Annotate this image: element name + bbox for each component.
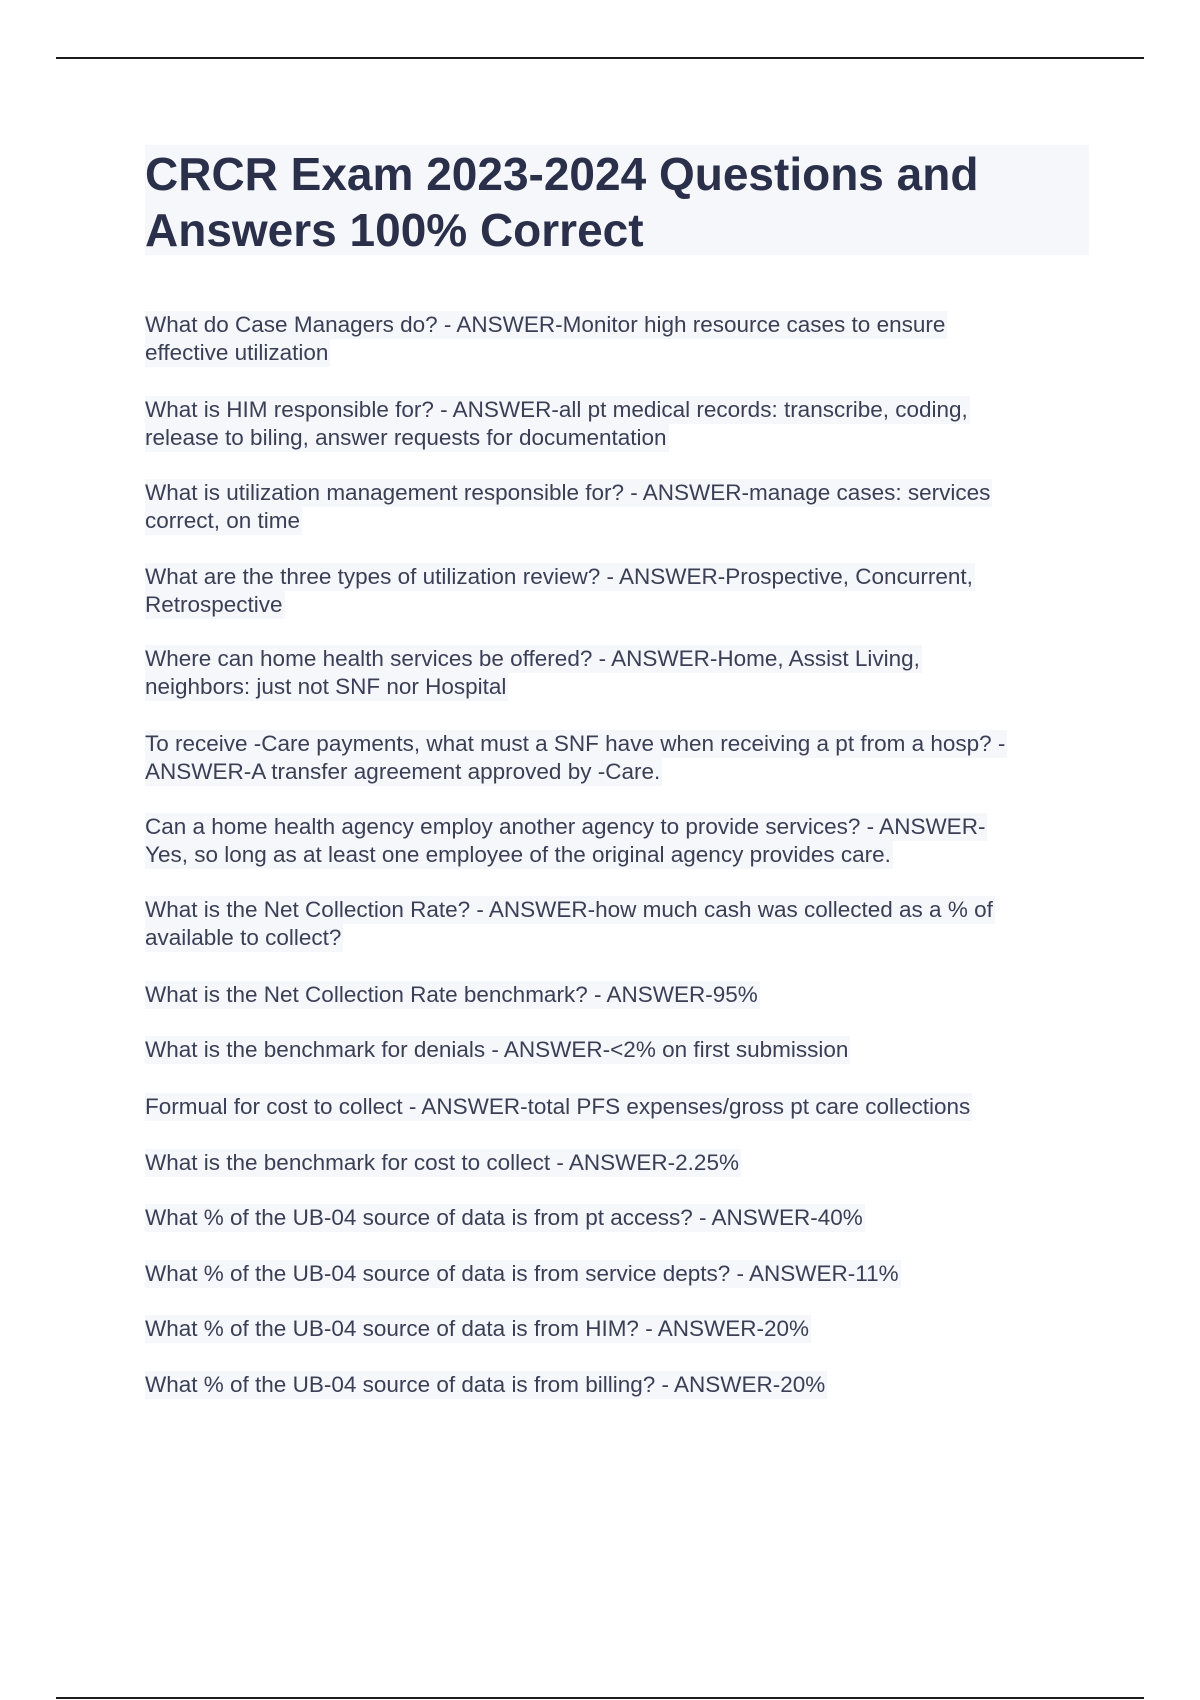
qa-line: Retrospective [145, 592, 283, 617]
qa-line: Can a home health agency employ another agency to provide services? - ANSWER- [145, 814, 986, 839]
qa-item [145, 1371, 827, 1399]
qa-line: To receive -Care payments, what must a SNF have when receiving a pt from a hosp? - [145, 731, 1006, 756]
qa-item [145, 1315, 811, 1343]
qa-line: What % of the UB-04 source of data is from billing? - ANSWER-20% [145, 1372, 826, 1397]
qa-line: ANSWER-A transfer agreement approved by -Care. [145, 759, 661, 784]
qa-line: What do Case Managers do? - ANSWER-Monitor high resource cases to ensure [145, 312, 946, 337]
qa-line: What are the three types of utilization review? - ANSWER-Prospective, Concurrent, [145, 564, 973, 589]
qa-item [145, 813, 987, 869]
qa-line: Formual for cost to collect - ANSWER-total PFS expenses/gross pt care collections [145, 1094, 971, 1119]
qa-item [145, 563, 975, 619]
qa-line: What % of the UB-04 source of data is from service depts? - ANSWER-11% [145, 1261, 899, 1286]
qa-line: neighbors: just not SNF nor Hospital [145, 674, 507, 699]
qa-line: What is the benchmark for denials - ANSWER-<2% on first submission [145, 1037, 849, 1062]
top-rule [56, 57, 1144, 59]
qa-line: What is the Net Collection Rate benchmark? - ANSWER-95% [145, 982, 758, 1007]
qa-line: What is the benchmark for cost to collect - ANSWER-2.25% [145, 1150, 739, 1175]
qa-line: What is the Net Collection Rate? - ANSWER-how much cash was collected as a % of [145, 897, 993, 922]
qa-line: release to biling, answer requests for documentation [145, 425, 667, 450]
qa-line: Yes, so long as at least one employee of the original agency provides care. [145, 842, 891, 867]
qa-line: What is HIM responsible for? - ANSWER-all pt medical records: transcribe, coding, [145, 397, 968, 422]
qa-item [145, 896, 995, 952]
qa-item [145, 396, 970, 452]
qa-item [145, 981, 760, 1009]
qa-item [145, 311, 947, 367]
document-title [145, 146, 1089, 258]
qa-item [145, 730, 1007, 786]
bottom-rule [56, 1697, 1144, 1699]
title-line-1: CRCR Exam 2023-2024 Questions and [145, 148, 979, 200]
qa-item [145, 1093, 972, 1121]
qa-line: correct, on time [145, 508, 301, 533]
qa-item [145, 1204, 865, 1232]
qa-line: Where can home health services be offered? - ANSWER-Home, Assist Living, [145, 646, 920, 671]
qa-item [145, 1036, 850, 1064]
qa-line: available to collect? [145, 925, 342, 950]
qa-line: What is utilization management responsible for? - ANSWER-manage cases: services [145, 480, 991, 505]
qa-item [145, 645, 922, 701]
qa-item [145, 479, 992, 535]
qa-item [145, 1260, 901, 1288]
title-line-2: Answers 100% Correct [145, 204, 644, 256]
qa-line: What % of the UB-04 source of data is from pt access? - ANSWER-40% [145, 1205, 863, 1230]
qa-item [145, 1149, 741, 1177]
qa-line: What % of the UB-04 source of data is from HIM? - ANSWER-20% [145, 1316, 809, 1341]
qa-line: effective utilization [145, 340, 329, 365]
